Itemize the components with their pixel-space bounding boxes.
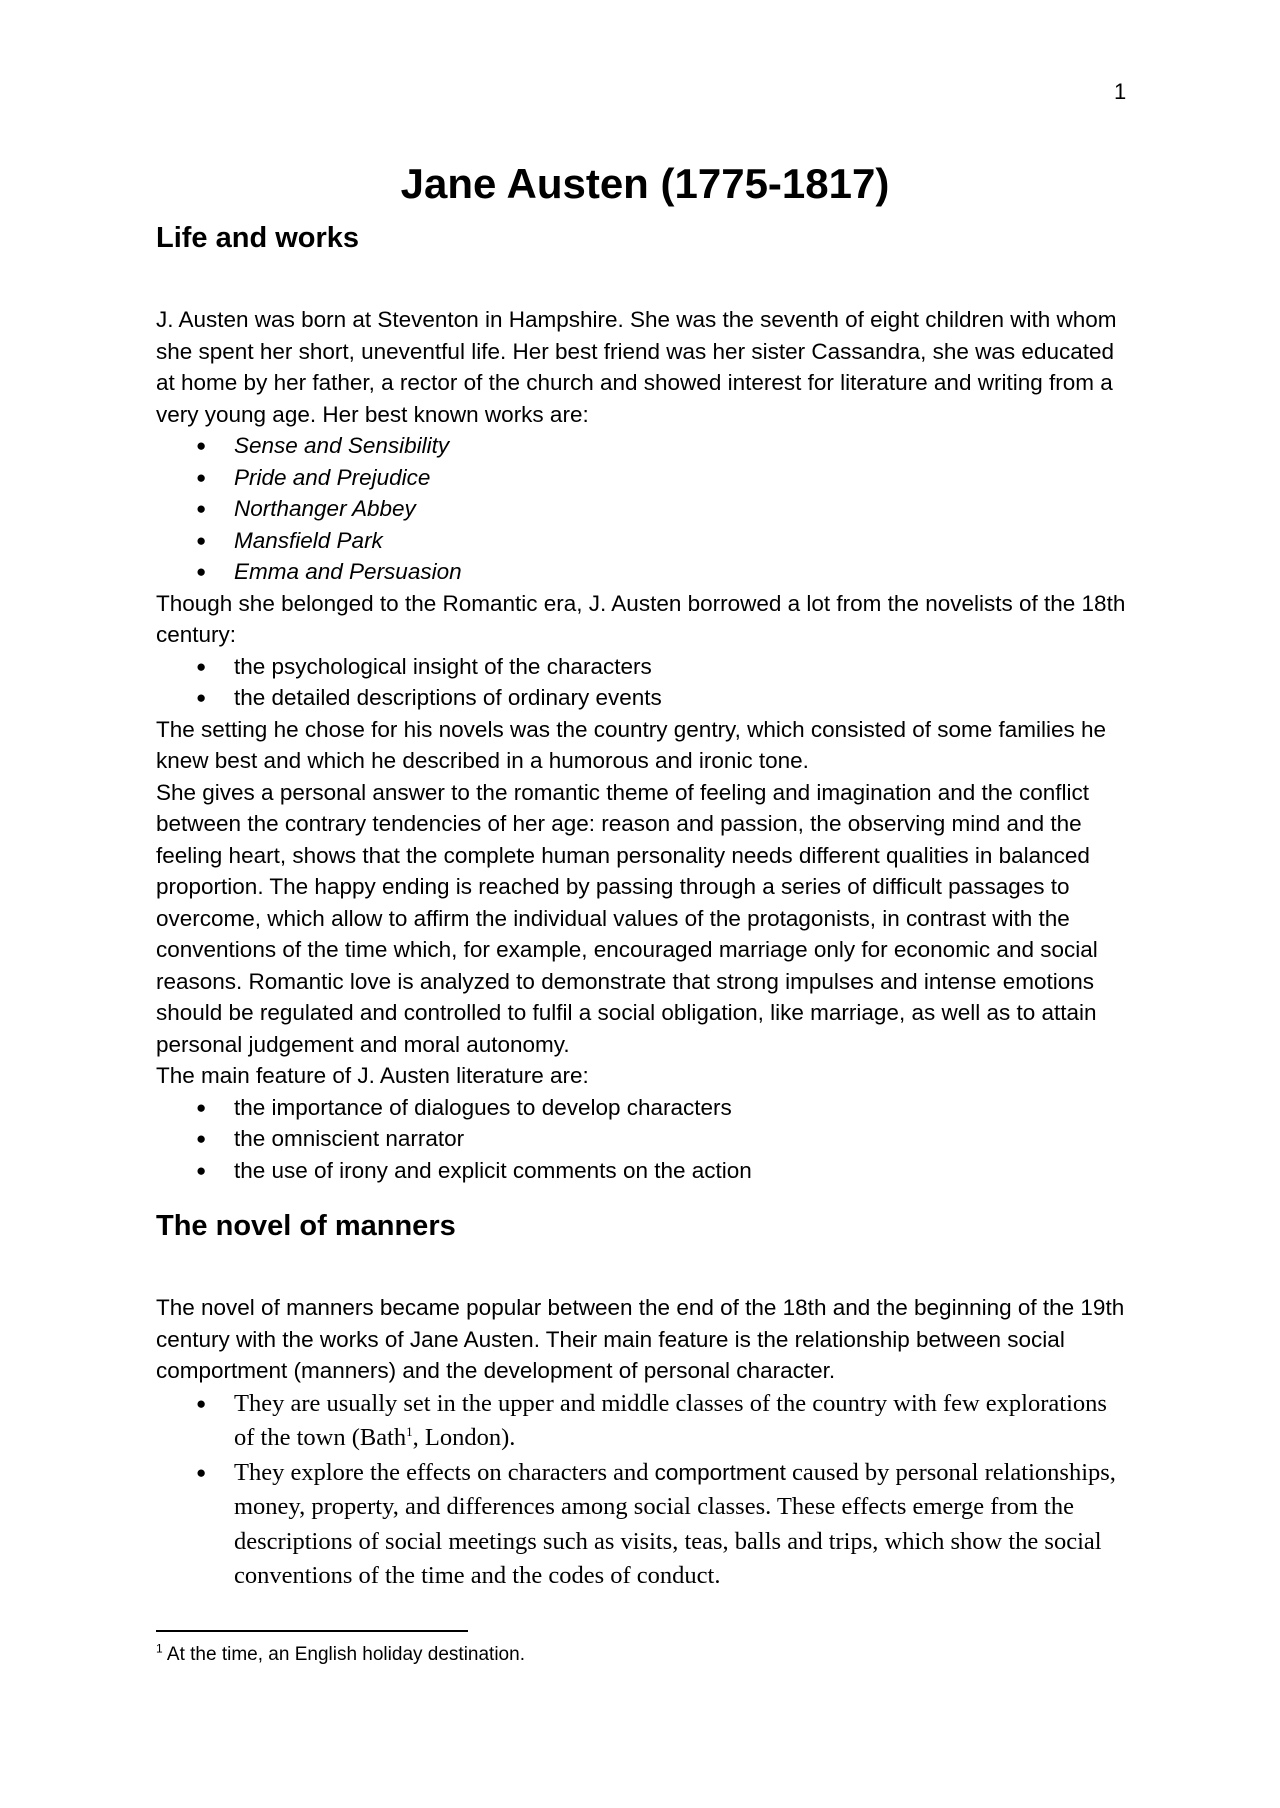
bullet-icon: ●	[196, 1097, 207, 1117]
list-item: ● the psychological insight of the characters	[156, 651, 1131, 683]
bullet-icon: ●	[196, 530, 207, 550]
section-heading-life-and-works: Life and works	[156, 222, 360, 254]
bullet-icon: ●	[196, 1462, 207, 1482]
document-title: Jane Austen (1775-1817)	[400, 160, 890, 207]
section-heading-novel-of-manners: The novel of manners	[156, 1210, 456, 1242]
list-item: ● the omniscient narrator	[156, 1123, 1131, 1155]
list-item: ● Mansfield Park	[156, 525, 1131, 557]
list-item: ● Pride and Prejudice	[156, 462, 1131, 494]
paragraph-novel-intro: The novel of manners became popular between the end of the 18th and the beginning of the 19th century with the works of Jane Austen. Their main feature is the relationship between social comportment (manners) and the development of personal character.	[156, 1295, 1125, 1383]
bullet-icon: ●	[196, 1160, 207, 1180]
paragraph-intro: J. Austen was born at Steventon in Hampshire. She was the seventh of eight children with whom she spent her short, uneventful life. Her best friend was her sister Cassandra, she was educated at home by her father, a rector of the church and showed interest for literature and writing from a very young age. Her best known works are:	[156, 307, 1117, 427]
list-item: ● They are usually set in the upper and middle classes of the country with few explorations of the town (Bath$^1$, London).	[156, 1387, 1131, 1456]
list-item: ● the importance of dialogues to develop characters	[156, 1092, 1131, 1124]
bullet-icon: ●	[196, 1129, 207, 1148]
footnote	[156, 1642, 525, 1668]
bullet-icon: ●	[196, 1393, 207, 1413]
list-item: ● Sense and Sensibility	[156, 430, 1131, 462]
footnote-text: At the time, an English holiday destination.	[162, 1644, 525, 1665]
page-number: 1	[1114, 79, 1127, 104]
footnote-divider	[156, 1630, 468, 1632]
paragraph-romantic-era: Though she belonged to the Romantic era, J. Austen borrowed a lot from the novelists of the 18th century:	[156, 590, 1126, 647]
section-life-and-works	[156, 218, 1131, 1186]
footnote-reference: 1	[406, 1423, 413, 1439]
borrowed-list	[156, 651, 1131, 714]
list-item: ● Northanger Abbey	[156, 493, 1131, 525]
bullet-icon: ●	[196, 436, 207, 455]
paragraph-personal-answer: She gives a personal answer to the romantic theme of feeling and imagination and the conflict between the contrary tendencies of her age: reason and passion, the observing mind and the feeling heart, shows that the complete human personality needs different qualities in balanced proportion. The happy ending is reached by passing through a series of difficult passages to overcome, which allow to affirm the individual values of the protagonists, in contrast with the conventions of the time which, for example, encouraged marriage only for economic and social reasons. Romantic love is analyzed to demonstrate that strong impulses and intense emotions should be regulated and controlled to fulfil a social obligation, like marriage, as well as to attain personal judgement and moral autonomy.	[156, 779, 1098, 1057]
list-item: ● They explore the effects on characters and comportment caused by personal relationships, money, property, and differences among social classes. These effects emerge from the descriptions of social meetings such as visits, teas, balls and trips, which show the social conventions of the time and the codes of conduct.	[156, 1456, 1131, 1594]
list-item: ● Emma and Persuasion	[156, 556, 1131, 588]
features-list	[156, 1092, 1131, 1187]
bullet-icon: ●	[196, 467, 207, 487]
list-item: ● the use of irony and explicit comments on the action	[156, 1155, 1131, 1187]
bullet-icon: ●	[196, 688, 207, 707]
works-list	[156, 430, 1131, 588]
manners-list	[156, 1387, 1131, 1594]
paragraph-setting: The setting he chose for his novels was the country gentry, which consisted of some families he knew best and which he described in a humorous and ironic tone.	[156, 716, 1107, 773]
paragraph-main-feature: The main feature of J. Austen literature are:	[156, 1063, 589, 1088]
bullet-icon: ●	[196, 562, 207, 581]
section-novel-of-manners	[156, 1206, 1131, 1594]
list-item: ● the detailed descriptions of ordinary events	[156, 682, 1131, 714]
bullet-icon: ●	[196, 656, 207, 676]
bullet-icon: ●	[196, 499, 207, 518]
footnote-marker: 1	[156, 1641, 163, 1656]
